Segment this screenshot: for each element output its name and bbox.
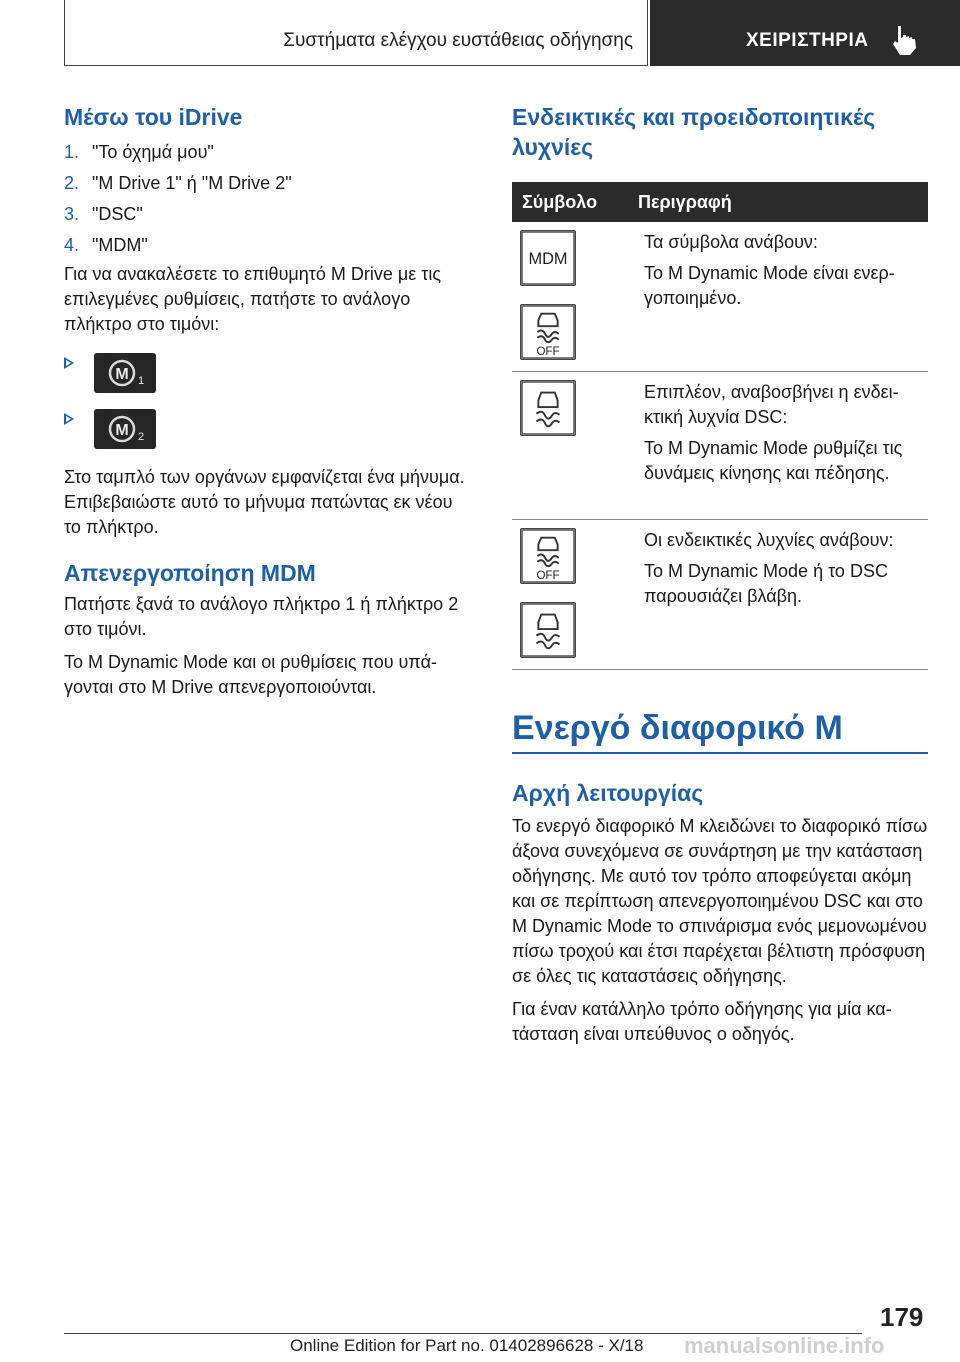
- description-cell: [644, 380, 928, 486]
- step-text: "M Drive 1" ή "M Drive 2": [92, 173, 292, 193]
- triangle-bullet-icon: [64, 413, 74, 425]
- page-number: 179: [880, 1302, 924, 1332]
- heading-warning-lights: Ενδεικτικές και προειδοποιητικές λυχνίες: [512, 104, 876, 160]
- idrive-steps: [64, 140, 474, 258]
- list-item: [64, 233, 474, 258]
- watermark: manualsonline.info: [684, 1333, 885, 1358]
- message-paragraph: Στο ταμπλό των οργάνων εμφανίζεται ένα μήνυμα. Επιβεβαιώστε αυτό το μήνυμα πατώντας εκ νέου το πλήκτρο.: [64, 467, 465, 537]
- description-line: Επιπλέον, αναβοσβήνει η ενδεικτική λυχνία DSC:: [644, 382, 899, 427]
- list-item: [64, 140, 474, 165]
- step-number: 4.: [64, 235, 80, 255]
- description-line: Το M Dynamic Mode ή το DSC παρουσιάζει βλάβη.: [644, 561, 888, 606]
- m1-button-icon: [94, 353, 156, 393]
- table-row: [512, 372, 928, 520]
- heading-active-differential: Ενεργό διαφορικό M: [512, 709, 843, 747]
- principle-paragraph-2: Για έναν κατάλληλο τρόπο οδήγησης για μία κατάσταση είναι υπεύθυνος ο οδηγός.: [512, 999, 892, 1044]
- svg-text:1: 1: [138, 375, 145, 387]
- edition-text: Online Edition for Part no. 01402896628 - X/18: [290, 1336, 644, 1355]
- column-header-description: Περιγραφή: [638, 192, 732, 212]
- section-title: Συστήματα ελέγχου ευστάθειας οδήγησης: [283, 30, 633, 51]
- heading-deactivate-mdm: Απενεργοποίηση MDM: [64, 560, 316, 586]
- svg-text:OFF: OFF: [536, 346, 560, 359]
- dsc-icon: [520, 602, 576, 658]
- heading-idrive: Μέσω του iDrive: [64, 104, 243, 130]
- svg-text:2: 2: [138, 431, 145, 443]
- description-line: Οι ενδεικτικές λυχνίες ανάβουν:: [644, 530, 894, 550]
- dsc-off-icon: [520, 304, 576, 360]
- heading-principle: Αρχή λειτουργίας: [512, 780, 704, 806]
- column-header-symbol: Σύμβολο: [522, 192, 598, 212]
- header-section-box: [64, 0, 648, 66]
- description-line: Το M Dynamic Mode ρυθμίζει τις δυνάμεις κίνησης και πέδησης.: [644, 438, 903, 483]
- description-line: Το M Dynamic Mode είναι ενεργοποιημένο.: [644, 263, 895, 308]
- svg-text:M: M: [115, 422, 129, 439]
- page-header: [64, 0, 960, 66]
- list-item: [64, 409, 474, 463]
- manual-label: ΧΕΙΡΙΣΤΗΡΙΑ: [746, 30, 869, 51]
- step-text: "Το όχημά μου": [92, 142, 214, 162]
- hand-pointer-icon: [890, 24, 924, 56]
- m2-button-icon: [94, 409, 156, 449]
- principle-paragraph-1: Το ενεργό διαφορικό M κλειδώνει το διαφορικό πίσω άξονα συνεχόμενα σε συνάρτηση με την κατάσταση οδήγησης. Με αυτό τον τρόπο αποφεύγεται ακόμη και σε περίπτωση απενεργοποιημένου DSC και στο M Dynamic Mode το σπινάρισμα ενός μεμονωμένου πίσω τροχού και έτσι παρέχεται βέλτιστη πρόσφυση σε όλες τις καταστάσεις οδήγησης.: [512, 816, 928, 986]
- left-column: [64, 102, 474, 700]
- dsc-off-icon: [520, 528, 576, 584]
- description-cell: [644, 528, 928, 609]
- step-text: "MDM": [92, 235, 148, 255]
- mdm-icon: [520, 230, 576, 286]
- button-list: [64, 353, 474, 463]
- step-number: 1.: [64, 142, 80, 162]
- svg-text:M: M: [115, 366, 129, 383]
- svg-text:OFF: OFF: [536, 570, 560, 583]
- svg-text:MDM: MDM: [528, 249, 568, 268]
- step-number: 3.: [64, 204, 80, 224]
- table-row: [512, 520, 928, 670]
- header-manual-box: [650, 0, 960, 66]
- deactivate-paragraph-1: Πατήστε ξανά το ανάλογο πλήκτρο 1 ή πλήκτρο 2 στο τιμόνι.: [64, 594, 459, 639]
- dsc-icon: [520, 380, 576, 436]
- deactivate-paragraph-2: Το M Dynamic Mode και οι ρυθμίσεις που υπάγονται στο M Drive απενεργοποιούνται.: [64, 652, 437, 697]
- triangle-bullet-icon: [64, 357, 74, 369]
- list-item: [64, 171, 474, 196]
- list-item: [64, 202, 474, 227]
- description-line: Τα σύμβολα ανάβουν:: [644, 232, 818, 252]
- table-row: [512, 222, 928, 372]
- table-header: [512, 182, 928, 222]
- step-number: 2.: [64, 173, 80, 193]
- right-column: [512, 102, 928, 1047]
- list-item: [64, 353, 474, 407]
- section-heading-rule: [512, 708, 928, 754]
- description-cell: [644, 230, 928, 311]
- recall-paragraph: Για να ανακαλέσετε το επιθυμητό M Drive με τις επιλεγμένες ρυθμίσεις, πατήστε το ανάλογο πλήκτρο στο τιμόνι:: [64, 264, 442, 334]
- step-text: "DSC": [92, 204, 143, 224]
